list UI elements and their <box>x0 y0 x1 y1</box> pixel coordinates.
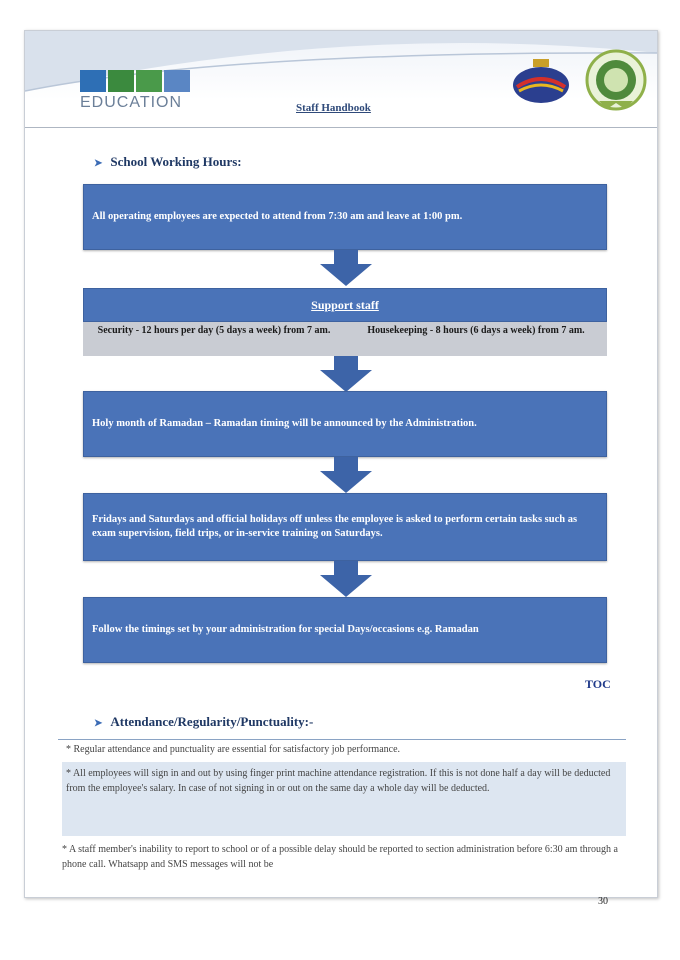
security-hours: Security - 12 hours per day (5 days a week) from 7 am. <box>97 325 331 336</box>
attendance-title: Attendance/Regularity/Punctuality:- <box>110 714 314 729</box>
support-staff-cells <box>83 322 607 356</box>
attendance-heading <box>94 714 313 730</box>
attendance-paragraph-regular: * Regular attendance and punctuality are essential for satisfactory job performance. <box>66 744 401 755</box>
working-hours-title: School Working Hours: <box>110 154 242 169</box>
down-arrow-icon <box>320 356 372 392</box>
education-logo-text: EDUCATION <box>80 94 183 111</box>
header-divider <box>25 127 657 128</box>
flow-box-ramadan: Holy month of Ramadan – Ramadan timing will be announced by the Administration. <box>83 391 607 457</box>
bullet-icon: ➤ <box>94 158 103 169</box>
down-arrow-icon <box>320 561 372 597</box>
support-staff-title: Support staff <box>83 288 607 322</box>
bullet-icon: ➤ <box>94 718 103 729</box>
down-arrow-icon <box>320 250 372 286</box>
flow-box-operating-hours: All operating employees are expected to attend from 7:30 am and leave at 1:00 pm. <box>83 184 607 250</box>
page-number: 30 <box>598 896 608 907</box>
toc-link[interactable]: TOC <box>585 677 611 691</box>
housekeeping-hours: Housekeeping - 8 hours (6 days a week) from 7 am. <box>367 325 585 336</box>
education-logo-blocks <box>80 70 192 92</box>
handbook-title: Staff Handbook <box>296 102 371 114</box>
accreditation-seal-logo <box>585 49 647 111</box>
attendance-paragraph-fingerprint: * All employees will sign in and out by using finger print machine attendance registration. If this is not done half a day will be deducted from the employee's salary. In case of not signing in or out on the same day a whole day will be deducted. <box>62 762 626 836</box>
flow-box-special-days: Follow the timings set by your administration for special Days/occasions e.g. Ramadan <box>83 597 607 663</box>
working-hours-heading <box>94 154 242 170</box>
attendance-paragraph-absence: * A staff member's inability to report to school or of a possible delay should be reported to section administration before 6:30 am through a phone call. Whatsapp and SMS messages will not be <box>62 844 618 870</box>
down-arrow-icon <box>320 457 372 493</box>
school-seal-logo <box>511 57 571 105</box>
attendance-divider <box>58 739 626 740</box>
flow-box-holidays: Fridays and Saturdays and official holidays off unless the employee is asked to perform certain tasks such as exam supervision, field trips, or in-service training on Saturdays. <box>83 493 607 561</box>
support-staff-box <box>83 288 607 356</box>
